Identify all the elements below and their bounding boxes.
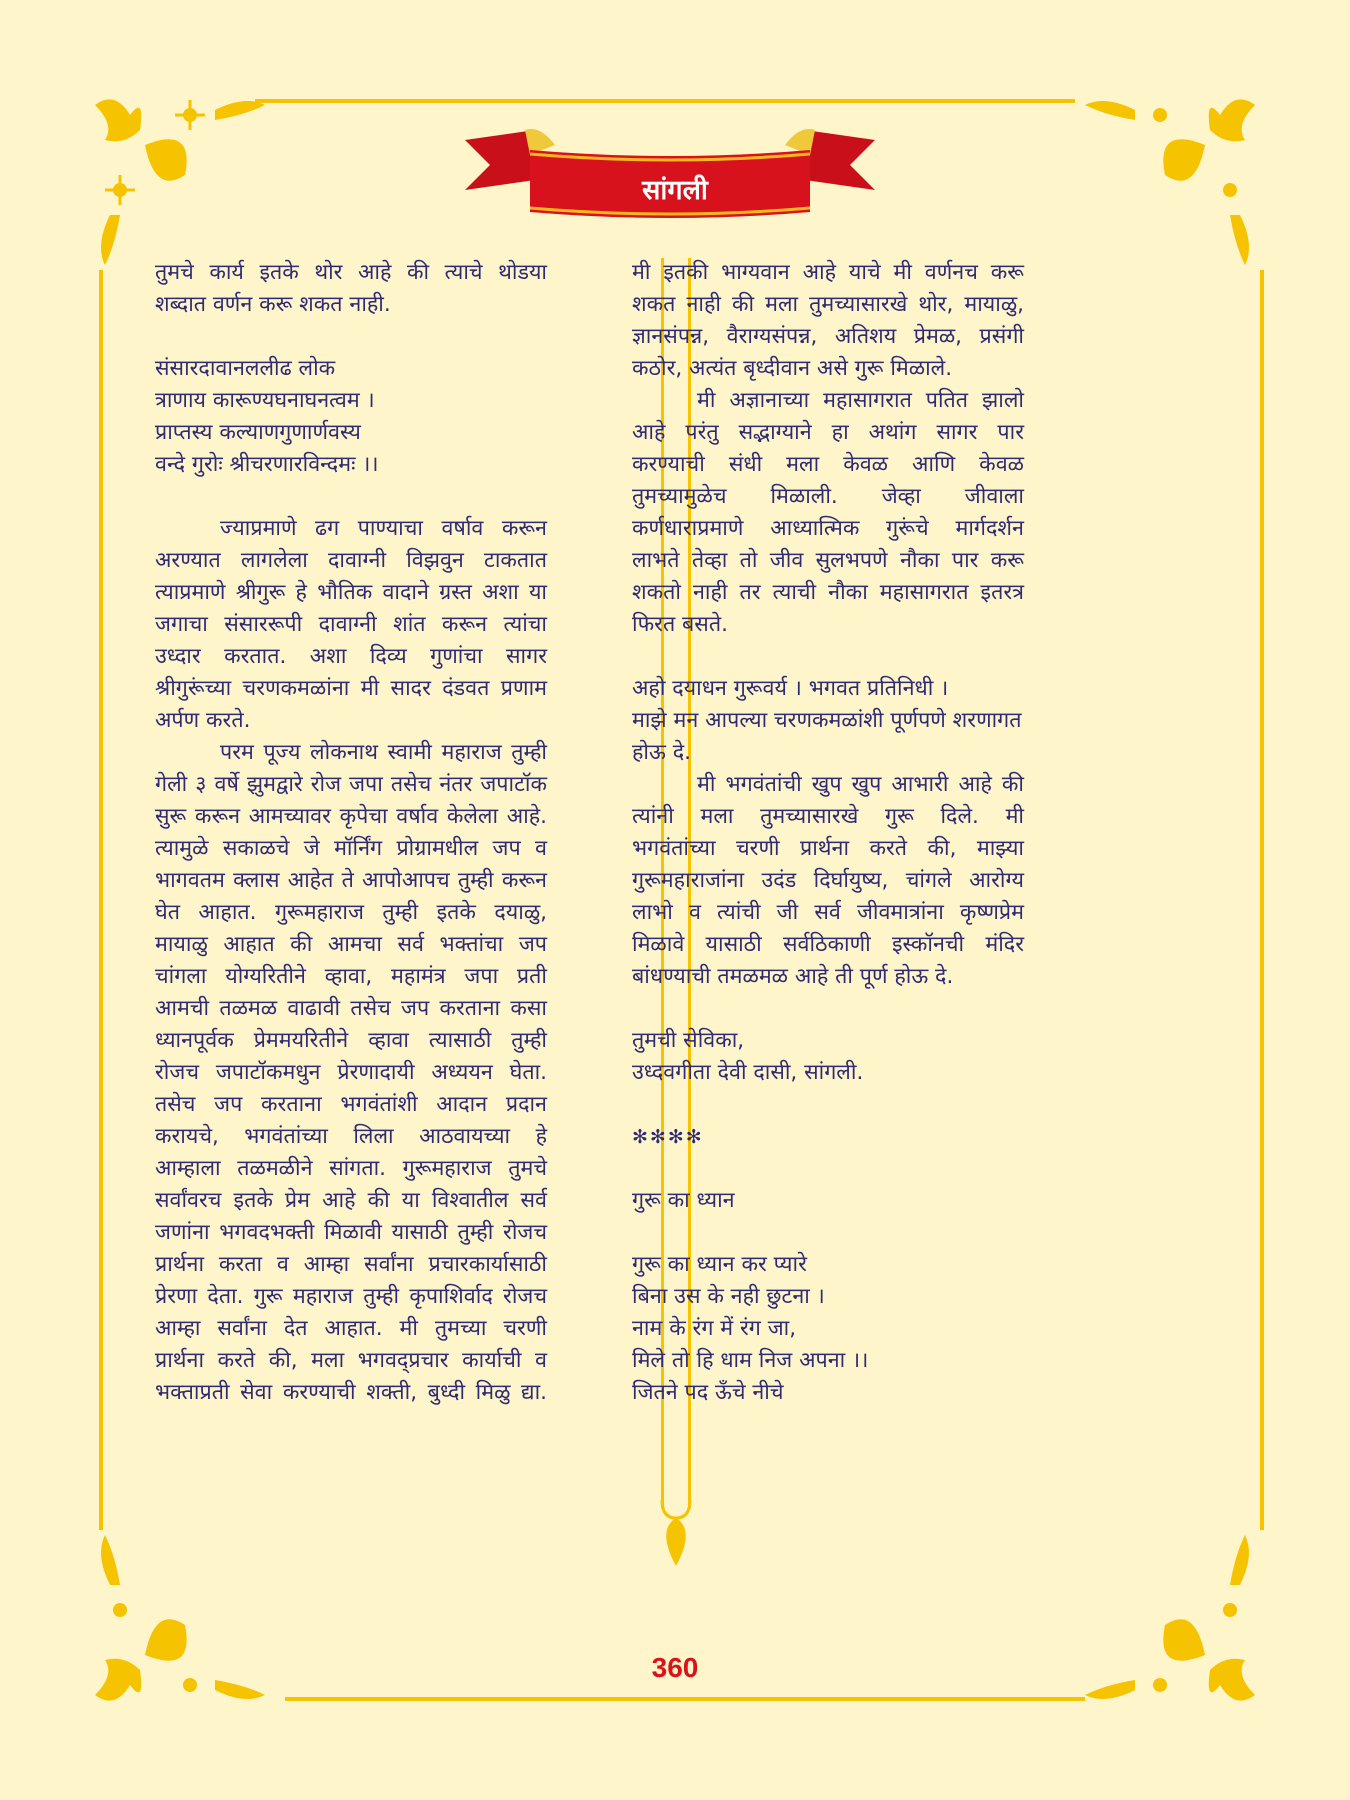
blank-line (632, 641, 1024, 673)
prose-line: जणांना भगवदभक्ती मिळावी यासाठी तुम्ही रोजच (155, 1220, 547, 1245)
page-number: 360 (651, 1652, 699, 1683)
prose-line: लाभो व त्यांची जी सर्व जीवमात्रांना कृष्णप्रेम (632, 900, 1024, 925)
prose-line: भगवंतांच्या चरणी प्रार्थना करते की, माझ्या (632, 836, 1024, 861)
corner-ornament-bottom-right-icon (1075, 1525, 1265, 1715)
verse-line: त्राणाय कारूण्यघनाघनत्वम । (155, 388, 375, 413)
prose-line: करण्याची संधी मला केवळ आणि केवळ (632, 452, 1024, 477)
prose-line: प्रार्थना करता व आम्हा सर्वांना प्रचारकार्यासाठी (155, 1252, 547, 1277)
prose-line: प्रेरणा देता. गुरू महाराज तुम्ही कृपाशिर्वाद रोजच (155, 1284, 547, 1309)
border-bottom (285, 1697, 1085, 1701)
prose-line: ज्ञानसंपन्न, वैराग्यसंपन्न, अतिशय प्रेमळ, प्रसंगी (632, 324, 1024, 349)
blank-line (632, 993, 1024, 1025)
blank-line (155, 481, 547, 513)
prose-line: मायाळु आहात की आमचा सर्व भक्तांचा जप (155, 932, 547, 957)
prose-line: अरण्यात लागलेला दावाग्नी विझवुन टाकतात (155, 548, 547, 573)
prose-line: जगाचा संसाररूपी दावाग्नी शांत करून त्यांचा (155, 612, 547, 637)
prose-line: त्याप्रमाणे श्रीगुरू हे भौतिक वादाने ग्रस्त अशा या (155, 580, 547, 605)
verse-line: नाम के रंग में रंग जा, (632, 1316, 797, 1341)
verse-line: संसारदावानललीढ लोक (155, 356, 336, 381)
prose-line: उध्दार करतात. अशा दिव्य गुणांचा सागर (155, 644, 547, 669)
prose-line: भक्ताप्रती सेवा करण्याची शक्ती, बुध्दी मिळु द्या. (155, 1380, 547, 1405)
prose-line: ध्यानपूर्वक प्रेममयरितीने व्हावा त्यासाठी तुम्ही (155, 1028, 547, 1053)
border-right (1260, 270, 1264, 1530)
prose-line: आहे परंतु सद्भाग्याने हा अथांग सागर पार (632, 420, 1024, 445)
verse-line: बिना उस के नही छुटना । (632, 1284, 825, 1309)
prose-line: कठोर, अत्यंत बृध्दीवान असे गुरू मिळाले. (632, 356, 953, 381)
verse-line: गुरू का ध्यान (632, 1188, 735, 1213)
prose-line: आम्हा सर्वांना देत आहात. मी तुमच्या चरणी (155, 1316, 547, 1341)
prose-line: अर्पण करते. (155, 708, 251, 733)
blank-line (632, 1217, 1024, 1249)
prose-line: शकतो नाही तर त्याची नौका महासागरात इतरत्र (632, 580, 1024, 605)
prose-line: तसेच जप करताना भगवंतांशी आदान प्रदान (155, 1092, 547, 1117)
verse-line: गुरू का ध्यान कर प्यारे (632, 1252, 807, 1277)
divider-drop-ornament (655, 1490, 697, 1570)
prose-line: रोजच जपाटॉकमधुन प्रेरणादायी अध्ययन घेता. (155, 1060, 547, 1085)
prose-line: फिरत बसते. (632, 612, 728, 637)
prose-line: मिळावे यासाठी सर्वठिकाणी इस्कॉनची मंदिर (632, 932, 1024, 957)
verse-line: अहो दयाधन गुरूवर्य । भगवत प्रतिनिधी । (632, 676, 949, 701)
verse-line: माझे मन आपल्या चरणकमळांशी पूर्णपणे शरणागत (632, 708, 1022, 733)
prose-line: सुरू करून आमच्यावर कृपेचा वर्षाव केलेला आहे. (155, 804, 547, 829)
prose-line: गेली ३ वर्षे झुमद्वारे रोज जपा तसेच नंतर जपाटॉक (155, 772, 547, 797)
blank-line (632, 1153, 1024, 1185)
right-column (632, 257, 1024, 1409)
prose-line: श्रीगुरूंच्या चरणकमळांना मी सादर दंडवत प्रणाम (155, 676, 547, 701)
prose-line: त्यामुळे सकाळचे जे मॉर्निंग प्रोग्रामधील जप व (155, 836, 547, 861)
blank-line (632, 1089, 1024, 1121)
prose-line: भागवतम क्लास आहेत ते आपोआपच तुम्ही करून (155, 868, 547, 893)
prose-line: सर्वांवरच इतके प्रेम आहे की या विश्वातील सर्व (155, 1188, 547, 1213)
prose-line: आम्हाला तळमळीने सांगता. गुरूमहाराज तुमचे (155, 1156, 547, 1181)
blank-line (155, 321, 547, 353)
page-title: सांगली (642, 175, 708, 206)
prose-line: मी अज्ञानाच्या महासागरात पतित झालो (697, 388, 1024, 413)
prose-line: प्रार्थना करते की, मला भगवद्प्रचार कार्याची व (155, 1348, 547, 1373)
prose-line: मी भगवंतांची खुप खुप आभारी आहे की (697, 772, 1024, 797)
border-top (255, 99, 1075, 103)
verse-line: तुमची सेविका, (632, 1028, 745, 1053)
verse-line: वन्दे गुरोः श्रीचरणारविन्दमः ।। (155, 452, 379, 477)
prose-line: करायचे, भगवंतांच्या लिला आठवायच्या हे (155, 1124, 547, 1149)
prose-line: कर्णधाराप्रमाणे आध्यात्मिक गुरूंचे मार्गदर्शन (632, 516, 1024, 541)
prose-line: शब्दात वर्णन करू शकत नाही. (155, 292, 391, 317)
prose-line: त्यांनी मला तुमच्यासारखे गुरू दिले. मी (632, 804, 1024, 829)
prose-line: तुमच्यामुळेच मिळाली. जेव्हा जीवाला (632, 484, 1024, 509)
corner-ornament-bottom-left-icon (85, 1525, 275, 1715)
prose-line: परम पूज्य लोकनाथ स्वामी महाराज तुम्ही (220, 740, 547, 765)
section-separator: ✻✻✻✻ (632, 1126, 704, 1148)
prose-line: शकत नाही की मला तुमच्यासारखे थोर, मायाळु, (632, 292, 1024, 317)
prose-line: आमची तळमळ वाढावी तसेच जप करताना कसा (155, 996, 547, 1021)
border-left (99, 270, 103, 1530)
prose-line: गुरूमहाराजांना उदंड दिर्घायुष्य, चांगले आरोग्य (632, 868, 1024, 893)
prose-line: तुमचे कार्य इतके थोर आहे की त्याचे थोडया (155, 260, 547, 285)
verse-line: मिले तो हि धाम निज अपना ।। (632, 1348, 869, 1373)
prose-line: लाभते तेव्हा तो जीव सुलभपणे नौका पार करू (632, 548, 1024, 573)
prose-line: चांगला योग्यरितीने व्हावा, महामंत्र जपा प्रती (155, 964, 547, 989)
verse-line: होऊ दे. (632, 740, 691, 765)
verse-line: प्राप्तस्य कल्याणगुणार्णवस्य (155, 420, 361, 445)
left-column (155, 257, 547, 1409)
verse-line: जितने पद ऊँचे नीचे (632, 1380, 784, 1405)
corner-ornament-top-right-icon (1075, 85, 1265, 275)
corner-ornament-top-left-icon (85, 85, 275, 275)
prose-line: मी इतकी भाग्यवान आहे याचे मी वर्णनच करू (632, 260, 1024, 285)
verse-line: उध्दवगीता देवी दासी, सांगली. (632, 1060, 864, 1085)
prose-line: ज्याप्रमाणे ढग पाण्याचा वर्षाव करून (220, 516, 547, 541)
prose-line: बांधण्याची तमळमळ आहे ती पूर्ण होऊ दे. (632, 964, 954, 989)
prose-line: घेत आहात. गुरूमहाराज तुम्ही इतके दयाळु, (155, 900, 547, 925)
